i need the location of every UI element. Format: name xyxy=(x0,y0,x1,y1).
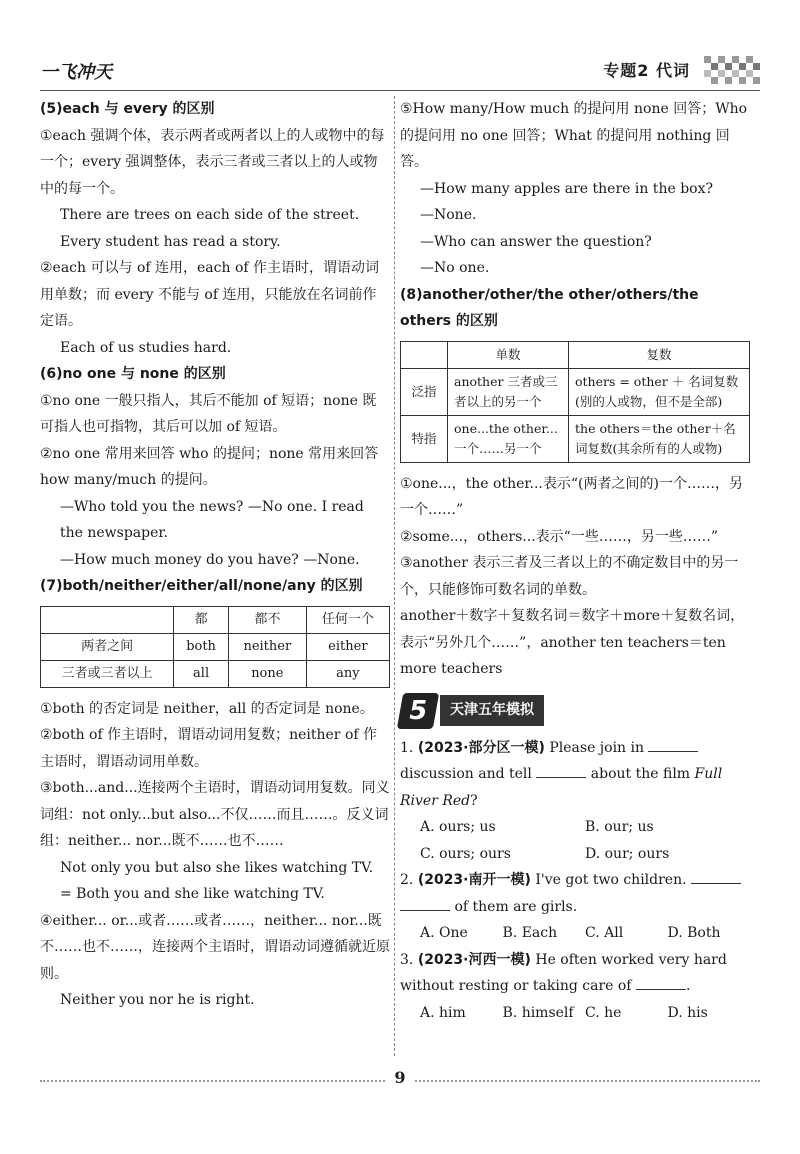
example-dialogue: —How many apples are there in the box? xyxy=(420,180,713,197)
practice-banner xyxy=(400,693,750,729)
section-7-point-4: ④either... or...或者……或者……，neither... nor...既不……也不……，连接两个主语时，谓语动词遵循就近原则。 xyxy=(40,912,390,982)
banner-title: 天津五年模拟 xyxy=(440,695,544,726)
question-3 xyxy=(400,947,750,1027)
options-row xyxy=(400,1000,750,1027)
table-cell xyxy=(401,341,448,368)
table-cell: 复数 xyxy=(569,341,750,368)
table-cell: the others＝the other＋名词复数(其余所有的人或物) xyxy=(569,415,750,462)
example-dialogue: —None. xyxy=(420,207,477,223)
example-sentence: Every student has read a story. xyxy=(60,233,281,250)
option-c[interactable]: C. he xyxy=(585,1004,622,1021)
answer-blank[interactable] xyxy=(648,737,698,752)
question-number: 2. xyxy=(400,872,414,888)
section-6-title: (6)no one 与 none 的区别 xyxy=(40,366,226,382)
option-c[interactable]: C. All xyxy=(585,925,624,941)
answer-blank[interactable] xyxy=(400,896,450,911)
table-header-row xyxy=(41,606,390,633)
section-5-point-2: ②each 可以与 of 连用，each of 作主语时，谓语动词用单数；而 every 不能与 of 连用，只能放在名词前作定语。 xyxy=(40,260,380,329)
answer-blank[interactable] xyxy=(691,869,741,884)
table-cell: 两者之间 xyxy=(41,633,174,660)
question-text: ? xyxy=(470,792,478,809)
option-b[interactable]: B. our; us xyxy=(585,819,654,835)
option-a[interactable]: A. him xyxy=(420,1004,466,1021)
answer-blank[interactable] xyxy=(636,975,686,990)
section-5-point-1: ①each 强调个体，表示两者或两者以上的人或物中的每一个；every 强调整体，表示三者或三者以上的人或物中的每一个。 xyxy=(40,127,385,197)
table-cell: others = other ＋ 名词复数(别的人或物，但不是全部) xyxy=(569,368,750,415)
question-source: (2023·部分区一模) xyxy=(417,739,545,756)
page-number-text: 9 xyxy=(386,1068,413,1087)
option-b[interactable]: B. Each xyxy=(502,925,558,941)
question-source: (2023·南开一模) xyxy=(417,872,531,888)
section-7-title: (7)both/neither/either/all/none/any 的区别 xyxy=(40,578,363,594)
question-text: Please join in xyxy=(549,739,645,756)
table-cell: another 三者或三者以上的另一个 xyxy=(448,368,569,415)
table-cell: none xyxy=(228,660,306,687)
question-text: I've got two children. xyxy=(535,872,687,888)
section-8-point-2: ②some...，others...表示“一些……，另一些……” xyxy=(400,528,718,545)
table-row xyxy=(41,633,390,660)
section-7-point-2: ②both of 作主语时，谓语动词用复数；neither of 作主语时，谓语动词用单数。 xyxy=(40,727,378,770)
table-cell: 特指 xyxy=(401,415,448,462)
checker-decoration-icon xyxy=(704,56,760,84)
right-column xyxy=(400,96,750,1026)
question-text: He often worked very hard without resting or taking care of xyxy=(400,951,727,994)
example-sentence: There are trees on each side of the street. xyxy=(60,207,360,223)
example-sentence: = Both you and she like watching TV. xyxy=(60,886,325,902)
example-dialogue: —Who can answer the question? xyxy=(420,233,652,250)
table-cell xyxy=(41,606,174,633)
options-row xyxy=(400,920,750,947)
example-sentence: Neither you nor he is right. xyxy=(60,992,255,1008)
table-cell: 泛指 xyxy=(401,368,448,415)
section-6-point-2: ②no one 常用来回答 who 的提问；none 常用来回答 how many/much 的提问。 xyxy=(40,445,379,488)
question-1 xyxy=(400,735,750,868)
example-dialogue: —How much money do you have? —None. xyxy=(60,551,360,568)
column-divider xyxy=(394,96,395,1056)
banner-number-icon: 5 xyxy=(397,693,439,729)
question-text: of them are girls. xyxy=(454,898,578,915)
table-cell: 都 xyxy=(174,606,229,633)
option-d[interactable]: D. Both xyxy=(667,925,721,941)
book-logo: 一飞冲天 xyxy=(40,62,112,83)
option-c[interactable]: C. ours; ours xyxy=(420,845,511,862)
question-text: discussion and tell xyxy=(400,766,532,782)
table-cell: both xyxy=(174,633,229,660)
option-a[interactable]: A. One xyxy=(420,925,468,941)
example-dialogue: —Who told you the news? —No one. I read the newspaper. xyxy=(60,498,364,541)
table-row xyxy=(401,415,750,462)
section-7-point-3: ③both...and...连接两个主语时，谓语动词用复数。同义词组：not only...but also...不仅……而且……。反义词组：neither... nor...既不……也不…… xyxy=(40,780,390,849)
chapter-title: 专题2 代词 xyxy=(603,61,690,80)
page-header xyxy=(40,50,760,91)
question-text: about the film xyxy=(590,766,691,782)
section-8-point-3: ③another 表示三者及三者以上的不确定数目中的另一个，只能修饰可数名词的单数。 xyxy=(400,555,739,598)
options-row xyxy=(400,841,750,868)
table-cell: 三者或三者以上 xyxy=(41,660,174,687)
section-6-point-1: ①no one 一般只指人，其后不能加 of 短语；none 既可指人也可指物，其后可以加 of 短语。 xyxy=(40,392,377,435)
section-8-point-1: ①one...，the other...表示“(两者之间的)一个……，另一个……” xyxy=(400,475,743,518)
question-text: . xyxy=(685,978,691,994)
table-header-row xyxy=(401,341,750,368)
question-number: 1. xyxy=(400,739,414,756)
left-column xyxy=(40,96,390,1014)
table-cell: 都不 xyxy=(228,606,306,633)
section-8-title: (8)another/other/the other/others/the others 的区别 xyxy=(400,286,699,329)
option-b[interactable]: B. himself xyxy=(502,1004,574,1021)
question-number: 3. xyxy=(400,951,414,968)
option-d[interactable]: D. his xyxy=(667,1004,708,1021)
option-d[interactable]: D. our; ours xyxy=(585,845,670,862)
section-8-point-4: another＋数字＋复数名词＝数字＋more＋复数名词，表示“另外几个……”，another ten teachers＝ten more teachers xyxy=(400,608,745,677)
table-cell: 任何一个 xyxy=(306,606,389,633)
example-dialogue: —No one. xyxy=(420,260,490,276)
table-cell: either xyxy=(306,633,389,660)
film-title: Full River Red xyxy=(400,766,723,809)
table-cell: 单数 xyxy=(448,341,569,368)
table-cell: one...the other...一个……另一个 xyxy=(448,415,569,462)
table-cell: any xyxy=(306,660,389,687)
section-7-point-1: ①both 的否定词是 neither，all 的否定词是 none。 xyxy=(40,700,374,717)
section-7-point-5: ⑤How many/How much 的提问用 none 回答；Who 的提问用 no one 回答；What 的提问用 nothing 回答。 xyxy=(400,101,748,170)
table-row xyxy=(401,368,750,415)
both-neither-table xyxy=(40,606,390,688)
example-sentence: Each of us studies hard. xyxy=(60,339,232,356)
question-source: (2023·河西一模) xyxy=(417,951,531,968)
table-row xyxy=(41,660,390,687)
question-2 xyxy=(400,867,750,947)
example-sentence: Not only you but also she likes watching TV. xyxy=(60,859,374,876)
page-number xyxy=(0,1068,800,1087)
option-a[interactable]: A. ours; us xyxy=(420,819,496,835)
section-5-title: (5)each 与 every 的区别 xyxy=(40,101,215,117)
another-other-table xyxy=(400,341,750,463)
answer-blank[interactable] xyxy=(536,763,586,778)
table-cell: neither xyxy=(228,633,306,660)
options-row xyxy=(400,814,750,841)
table-cell: all xyxy=(174,660,229,687)
